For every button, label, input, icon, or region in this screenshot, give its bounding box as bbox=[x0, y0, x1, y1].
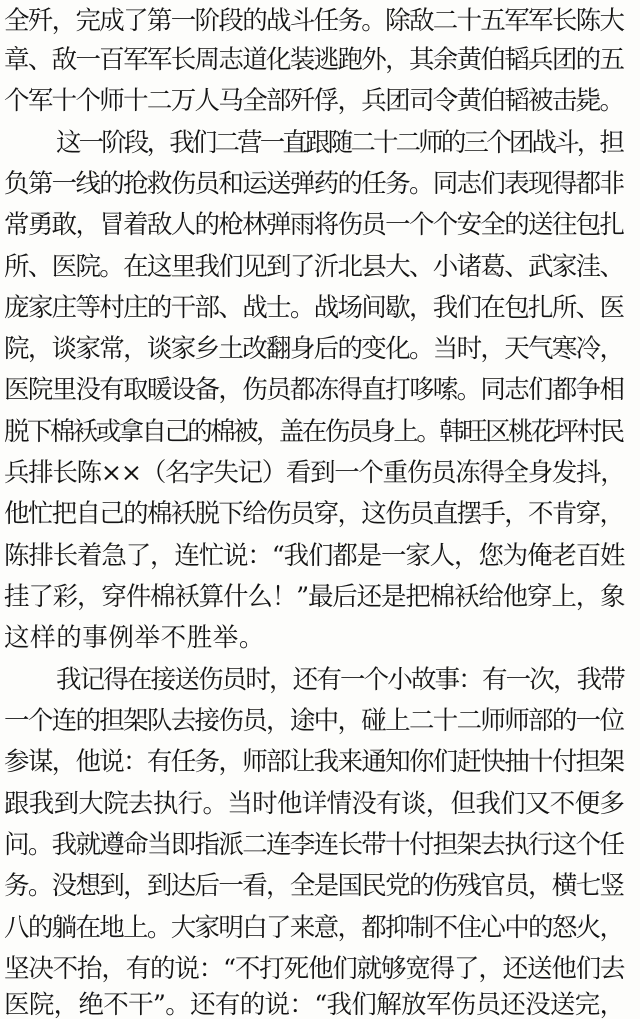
text-line: 医院，绝不干”。还有的说：“我们解放军伤员还没送完， bbox=[4, 990, 625, 1019]
text-line: 脱下棉袄或拿自己的棉被，盖在伤员身上。韩旺区桃花坪村民 bbox=[4, 417, 623, 447]
text-line: 跟我到大院去执行。当时他详情没有谈，但我们又不便多 bbox=[4, 789, 625, 819]
text-line: 他忙把自己的棉袄脱下给伤员穿，这伤员直摆手，不肯穿， bbox=[4, 499, 624, 529]
text-line: 问。我就遵命当即指派二连李连长带十付担架去执行这个任 bbox=[4, 830, 624, 860]
text-line: 所、医院。在这里我们见到了沂北县大、小诸葛、武家洼、 bbox=[4, 252, 624, 282]
text-line: 陈排长着急了，连忙说：“我们都是一家人，您为俺老百姓 bbox=[4, 541, 625, 571]
text-line: 参谋，他说：有任务，师部让我来通知你们赶快抽十付担架 bbox=[4, 747, 624, 777]
text-line: 章、敌一百军军长周志道化装逃跑外，其余黄伯韬兵团的五 bbox=[4, 45, 624, 75]
text-line: 坚决不抬，有的说：“不打死他们就够宽得了，还送他们去 bbox=[4, 954, 625, 984]
text-line: 挂了彩，穿件棉袄算什么！”最后还是把棉袄给他穿上，象 bbox=[4, 582, 625, 612]
text-line: 全歼，完成了第一阶段的战斗任务。除敌二十五军军长陈大 bbox=[4, 6, 624, 36]
text-line: 兵排长陈××（名字失记）看到一个重伤员冻得全身发抖， bbox=[4, 458, 625, 488]
paragraph-first-line: 这一阶段，我们二营一直跟随二十二师的三个团战斗，担 bbox=[56, 128, 623, 158]
text-line: 庞家庄等村庄的干部、战士。战场间歇，我们在包扎所、医 bbox=[4, 293, 624, 323]
text-line: 八的躺在地上。大家明白了来意，都抑制不住心中的怒火， bbox=[4, 913, 624, 943]
paragraph-first-line: 我记得在接送伤员时，还有一个小故事：有一次，我带 bbox=[56, 665, 624, 695]
text-line: 医院里没有取暖设备，伤员都冻得直打哆嗦。同志们都争相 bbox=[4, 375, 624, 405]
text-line: 院，谈家常，谈家乡土改翻身后的变化。当时，天气寒冷， bbox=[4, 334, 624, 364]
text-line: 个军十个师十二万人马全部歼俘，兵团司令黄伯韬被击毙。 bbox=[4, 86, 624, 116]
text-line: 一个连的担架队去接伤员，途中，碰上二十二师师部的一位 bbox=[4, 706, 624, 736]
text-line: 常勇敢，冒着敌人的枪林弹雨将伤员一个个安全的送往包扎 bbox=[4, 210, 624, 240]
paragraph-last-line: 这样的事例举不胜举。 bbox=[4, 623, 266, 653]
text-line: 负第一线的抢救伤员和运送弹药的任务。同志们表现得都非 bbox=[4, 169, 624, 199]
text-line: 务。没想到，到达后一看，全是国民党的伤残官员，横七竖 bbox=[4, 871, 624, 901]
